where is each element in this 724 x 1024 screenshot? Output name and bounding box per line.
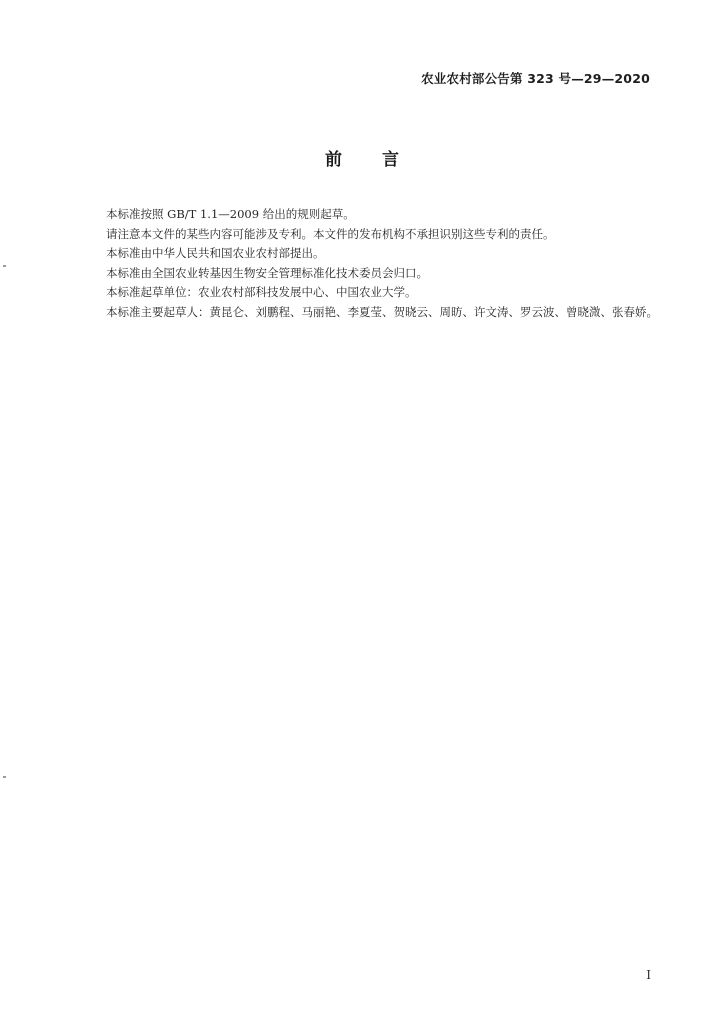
document-number-header: 农业农村部公告第 323 号—29—2020 bbox=[421, 71, 650, 86]
paragraph-drafters: 本标准主要起草人：黄昆仑、刘鹏程、马丽艳、李夏莹、贺晓云、周昉、许文涛、罗云波、曾晓溦、张春娇。 bbox=[106, 304, 658, 319]
paragraph-proposer: 本标准由中华人民共和国农业农村部提出。 bbox=[106, 246, 325, 260]
paragraph-patent-notice: 请注意本文件的某些内容可能涉及专利。本文件的发布机构不承担识别这些专利的责任。 bbox=[106, 226, 555, 241]
paragraph-drafting-units: 本标准起草单位：农业农村部科技发展中心、中国农业大学。 bbox=[106, 285, 417, 299]
scan-edge-mark bbox=[3, 265, 6, 267]
paragraph-drafting-rules: 本标准按照 GB/T 1.1—2009 给出的规则起草。 bbox=[106, 207, 355, 221]
page-title bbox=[0, 145, 724, 170]
page-number: I bbox=[646, 968, 651, 982]
title-char-2: 言 bbox=[382, 150, 399, 170]
foreword-body bbox=[106, 205, 666, 322]
title-char-1: 前 bbox=[325, 150, 342, 170]
paragraph-technical-committee: 本标准由全国农业转基因生物安全管理标准化技术委员会归口。 bbox=[106, 265, 428, 280]
scan-edge-mark bbox=[3, 776, 6, 778]
